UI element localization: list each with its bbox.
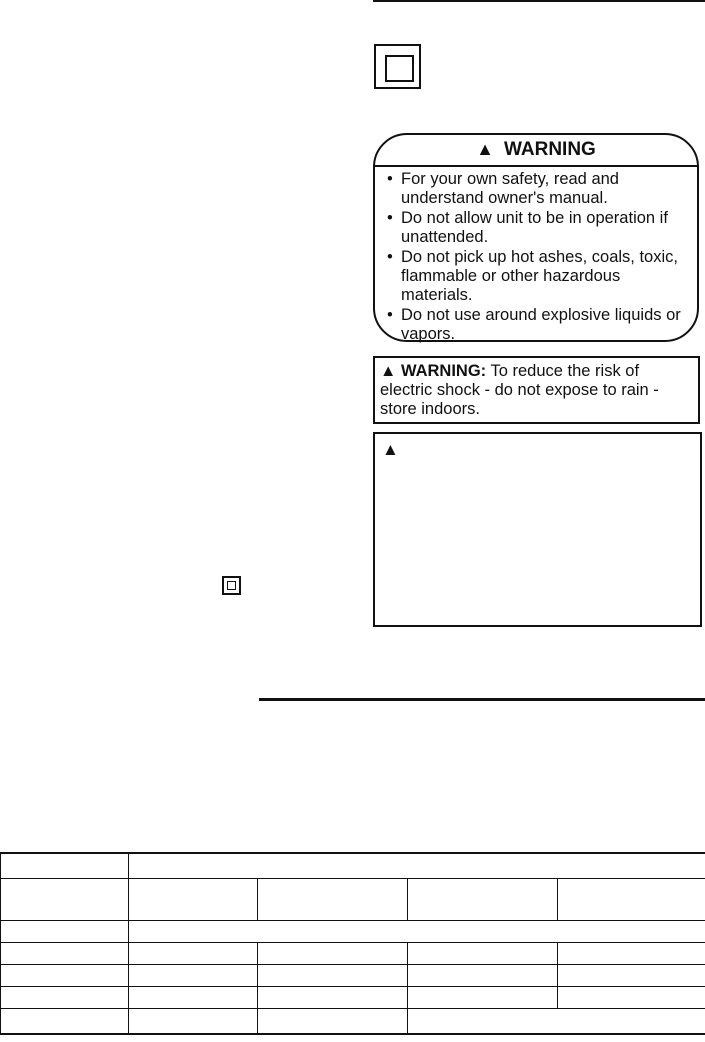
warning-label: [373, 133, 699, 342]
table-cell: [129, 878, 258, 920]
shock-warning-text: [380, 362, 694, 419]
warning-triangle-icon: ▲: [380, 362, 397, 380]
shock-warning-lead: WARNING:: [400, 362, 487, 380]
shock-warning-body: To reduce the risk of electric shock - do not expose to rain - store indoors.: [380, 362, 659, 418]
table-cell: [558, 878, 705, 920]
double-insulation-inner-square: [227, 581, 236, 590]
table-cell: [408, 942, 558, 964]
table-cell: [1, 942, 129, 964]
spec-table: [0, 852, 705, 1035]
warning-title: [375, 139, 697, 161]
table-cell: [558, 964, 705, 986]
table-cell: [1, 853, 129, 878]
table-cell: [258, 964, 408, 986]
caution-box: [373, 432, 702, 627]
table-cell: [1, 920, 129, 942]
double-insulation-inner-square: [385, 55, 414, 82]
table-cell: [129, 853, 705, 878]
table-cell: [1, 878, 129, 920]
warning-list: [387, 170, 687, 345]
table-cell: [258, 986, 408, 1008]
table-cell: [258, 942, 408, 964]
table-cell: [129, 942, 258, 964]
warning-item: • For your own safety, read and understand owner's manual.: [387, 170, 619, 207]
double-insulation-icon: [222, 576, 241, 595]
table-cell: [129, 964, 258, 986]
table-cell: [408, 1008, 705, 1034]
warning-item: • Do not use around explosive liquids or vapors.: [387, 306, 681, 343]
top-rule: [373, 0, 705, 2]
table-cell: [1, 964, 129, 986]
table-cell: [129, 986, 258, 1008]
table-cell: [558, 942, 705, 964]
table-cell: [258, 878, 408, 920]
table-cell: [129, 920, 705, 942]
table-cell: [1, 1008, 129, 1034]
warning-item: • Do not allow unit to be in operation if unattended.: [387, 209, 668, 246]
table-cell: [408, 878, 558, 920]
warning-item: • Do not pick up hot ashes, coals, toxic, flammable or other hazardous materials.: [387, 248, 678, 304]
table-cell: [1, 986, 129, 1008]
table-cell: [558, 986, 705, 1008]
warning-divider: [375, 165, 697, 167]
shock-warning-label: [373, 356, 700, 424]
table-cell: [408, 986, 558, 1008]
section-rule: [259, 698, 705, 701]
table-cell: [408, 964, 558, 986]
warning-triangle-icon: ▲: [476, 139, 494, 159]
warning-triangle-icon: ▲: [382, 440, 399, 459]
table-cell: [129, 1008, 258, 1034]
table-cell: [258, 1008, 408, 1034]
double-insulation-icon: [374, 44, 421, 89]
warning-title-text: WARNING: [504, 139, 596, 160]
